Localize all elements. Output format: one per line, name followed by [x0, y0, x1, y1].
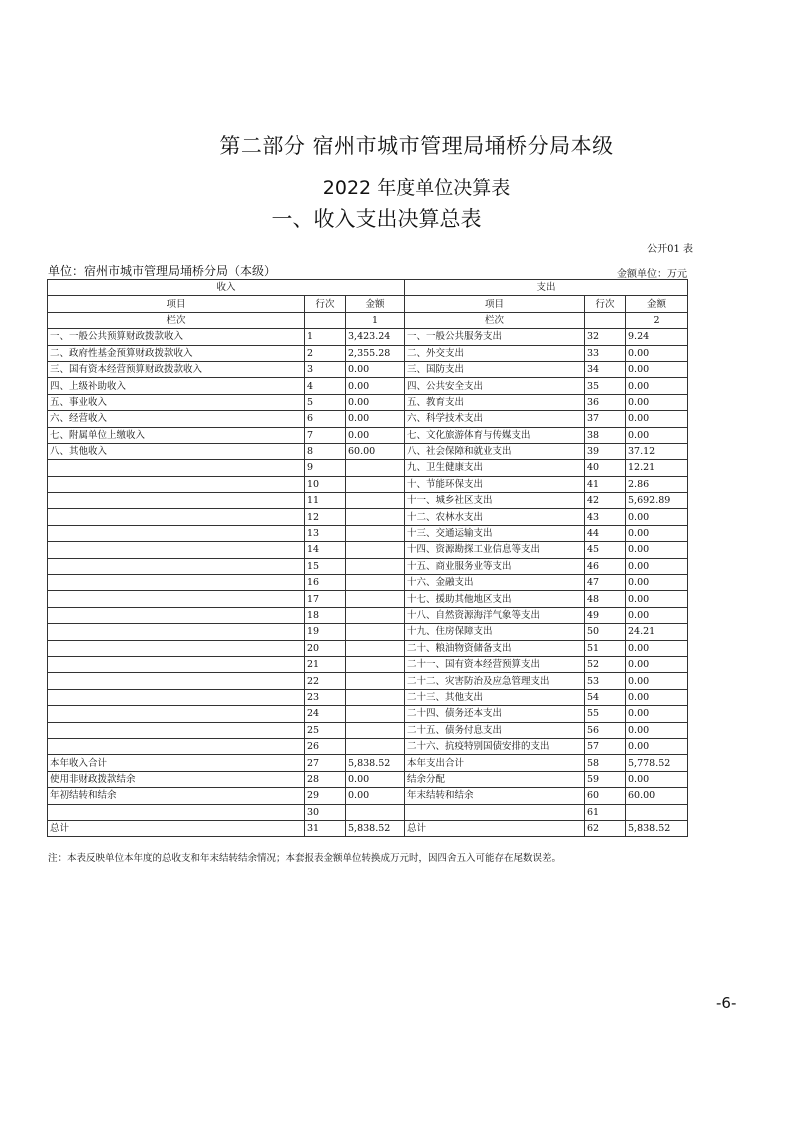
header-row-column-index [48, 312, 688, 328]
expense-amount-cell: 5,778.52 [626, 755, 688, 771]
income-amount-cell [346, 525, 405, 541]
income-row-no-cell: 20 [305, 640, 346, 656]
table-row [48, 476, 688, 492]
expense-row-no-cell: 32 [585, 329, 626, 345]
expense-item-cell: 十五、商业服务业等支出 [405, 558, 585, 574]
expense-row-no-cell: 59 [585, 771, 626, 787]
expense-item-cell: 八、社会保障和就业支出 [405, 443, 585, 459]
income-amount-cell [346, 689, 405, 705]
income-row-no-cell: 10 [305, 476, 346, 492]
income-amount-cell: 2,355.28 [346, 345, 405, 361]
expense-item-cell: 十三、交通运输支出 [405, 525, 585, 541]
income-amount-cell: 0.00 [346, 788, 405, 804]
income-amount-cell: 0.00 [346, 394, 405, 410]
income-row-no-cell: 25 [305, 722, 346, 738]
table-row [48, 361, 688, 377]
expense-item-header: 项目 [405, 296, 585, 312]
income-row-no-cell: 23 [305, 689, 346, 705]
page-number: -6- [716, 994, 737, 1012]
expense-row-no-cell: 36 [585, 394, 626, 410]
income-column-blank [305, 312, 346, 328]
income-amount-cell [346, 804, 405, 820]
expense-column-number: 2 [626, 312, 688, 328]
expense-amount-cell: 0.00 [626, 361, 688, 377]
expense-item-cell: 十四、资源勘探工业信息等支出 [405, 542, 585, 558]
expense-item-cell: 一、一般公共服务支出 [405, 329, 585, 345]
income-item-cell [48, 493, 305, 509]
expense-column-label: 栏次 [405, 312, 585, 328]
expense-row-no-cell: 46 [585, 558, 626, 574]
expense-item-cell: 二十四、债务还本支出 [405, 706, 585, 722]
expense-amount-cell: 9.24 [626, 329, 688, 345]
expense-amount-cell: 0.00 [626, 427, 688, 443]
table-row [48, 427, 688, 443]
income-amount-cell: 0.00 [346, 771, 405, 787]
table-row [48, 329, 688, 345]
footnote: 注：本表反映单位本年度的总收支和年末结转结余情况；本套报表金额单位转换成万元时，因四舍五入可能存在尾数误差。 [48, 853, 562, 864]
table-row [48, 607, 688, 623]
table-row [48, 706, 688, 722]
expense-row-no-cell: 43 [585, 509, 626, 525]
expense-amount-cell: 24.21 [626, 624, 688, 640]
expense-row-no-cell: 54 [585, 689, 626, 705]
table-row [48, 493, 688, 509]
income-item-cell: 五、事业收入 [48, 394, 305, 410]
income-row-no-cell: 8 [305, 443, 346, 459]
expense-row-no-cell: 50 [585, 624, 626, 640]
table-row [48, 804, 688, 820]
header-row-section [48, 280, 688, 296]
income-header: 收入 [48, 280, 405, 296]
expense-amount-cell: 5,692.89 [626, 493, 688, 509]
expense-amount-cell [626, 804, 688, 820]
expense-row-no-cell: 55 [585, 706, 626, 722]
expense-item-cell: 二十一、国有资本经营预算支出 [405, 656, 585, 672]
income-item-cell: 一、一般公共预算财政拨款收入 [48, 329, 305, 345]
table-row [48, 788, 688, 804]
expense-row-no-cell: 62 [585, 820, 626, 836]
income-amount-cell [346, 509, 405, 525]
income-amount-cell: 0.00 [346, 427, 405, 443]
income-row-no-cell: 4 [305, 378, 346, 394]
expense-row-no-cell: 34 [585, 361, 626, 377]
expense-header: 支出 [405, 280, 688, 296]
income-row-no-cell: 12 [305, 509, 346, 525]
expense-amount-cell: 0.00 [626, 738, 688, 754]
income-item-cell [48, 624, 305, 640]
income-amount-cell: 60.00 [346, 443, 405, 459]
form-code: 公开01 表 [647, 244, 693, 255]
table-row [48, 542, 688, 558]
income-row-no-cell: 16 [305, 575, 346, 591]
expense-item-cell: 十六、金融支出 [405, 575, 585, 591]
income-item-cell [48, 542, 305, 558]
income-amount-cell [346, 476, 405, 492]
expense-amount-cell: 5,838.52 [626, 820, 688, 836]
income-amount-cell [346, 460, 405, 476]
income-row-no-cell: 14 [305, 542, 346, 558]
income-amount-cell [346, 542, 405, 558]
expense-item-cell: 二十三、其他支出 [405, 689, 585, 705]
income-item-cell: 本年收入合计 [48, 755, 305, 771]
expense-item-cell: 十一、城乡社区支出 [405, 493, 585, 509]
expense-row-no-cell: 41 [585, 476, 626, 492]
income-row-no-cell: 9 [305, 460, 346, 476]
expense-amount-cell: 0.00 [626, 771, 688, 787]
table-row [48, 525, 688, 541]
income-row-no-cell: 27 [305, 755, 346, 771]
expense-row-no-cell: 52 [585, 656, 626, 672]
income-item-cell [48, 673, 305, 689]
expense-item-cell: 本年支出合计 [405, 755, 585, 771]
expense-item-cell: 十二、农林水支出 [405, 509, 585, 525]
income-amount-cell: 3,423.24 [346, 329, 405, 345]
table-title: 一、收入支出决算总表 [271, 207, 482, 231]
expense-item-cell: 二、外交支出 [405, 345, 585, 361]
table-row [48, 755, 688, 771]
expense-item-cell: 七、文化旅游体育与传媒支出 [405, 427, 585, 443]
table-row [48, 575, 688, 591]
income-row-no-cell: 26 [305, 738, 346, 754]
expense-item-cell [405, 804, 585, 820]
income-item-cell: 七、附属单位上缴收入 [48, 427, 305, 443]
expense-amount-cell: 0.00 [626, 378, 688, 394]
table-row [48, 411, 688, 427]
income-item-cell [48, 460, 305, 476]
income-amount-cell [346, 575, 405, 591]
expense-amount-cell: 0.00 [626, 640, 688, 656]
expense-row-no-cell: 49 [585, 607, 626, 623]
income-row-no-cell: 30 [305, 804, 346, 820]
expense-item-cell: 五、教育支出 [405, 394, 585, 410]
expense-amount-cell: 0.00 [626, 575, 688, 591]
income-row-no-cell: 3 [305, 361, 346, 377]
table-row [48, 673, 688, 689]
expense-amount-cell: 0.00 [626, 411, 688, 427]
expense-row-no-cell: 45 [585, 542, 626, 558]
expense-row-no-cell: 38 [585, 427, 626, 443]
income-row-no-cell: 5 [305, 394, 346, 410]
income-amount-cell: 0.00 [346, 378, 405, 394]
document-subtitle: 2022 年度单位决算表 [322, 177, 511, 199]
income-amount-cell: 5,838.52 [346, 755, 405, 771]
table-row [48, 378, 688, 394]
income-column-label: 栏次 [48, 312, 305, 328]
table-row [48, 624, 688, 640]
expense-amount-cell: 0.00 [626, 722, 688, 738]
income-row-no-cell: 2 [305, 345, 346, 361]
expense-item-cell: 结余分配 [405, 771, 585, 787]
expense-amount-cell: 0.00 [626, 394, 688, 410]
income-expense-table [47, 279, 688, 837]
income-row-no-cell: 6 [305, 411, 346, 427]
income-item-cell: 四、上级补助收入 [48, 378, 305, 394]
expense-item-cell: 总计 [405, 820, 585, 836]
income-amount-cell [346, 738, 405, 754]
income-item-cell [48, 476, 305, 492]
income-item-header: 项目 [48, 296, 305, 312]
expense-row-no-cell: 60 [585, 788, 626, 804]
table-row [48, 558, 688, 574]
income-amount-cell [346, 706, 405, 722]
expense-row-no-header: 行次 [585, 296, 626, 312]
income-row-no-cell: 22 [305, 673, 346, 689]
table-row [48, 591, 688, 607]
expense-amount-cell: 0.00 [626, 591, 688, 607]
expense-item-cell: 三、国防支出 [405, 361, 585, 377]
income-row-no-cell: 31 [305, 820, 346, 836]
income-row-no-cell: 29 [305, 788, 346, 804]
expense-item-cell: 二十六、抗疫特别国债安排的支出 [405, 738, 585, 754]
document-title: 第二部分 宿州市城市管理局埇桥分局本级 [219, 134, 614, 158]
expense-amount-cell: 0.00 [626, 345, 688, 361]
income-item-cell [48, 804, 305, 820]
expense-row-no-cell: 58 [585, 755, 626, 771]
income-column-number: 1 [346, 312, 405, 328]
income-item-cell: 总计 [48, 820, 305, 836]
expense-amount-cell: 0.00 [626, 525, 688, 541]
expense-row-no-cell: 51 [585, 640, 626, 656]
income-row-no-cell: 15 [305, 558, 346, 574]
income-amount-cell [346, 591, 405, 607]
table-body [48, 329, 688, 837]
income-amount-cell [346, 722, 405, 738]
income-item-cell [48, 738, 305, 754]
income-row-no-cell: 13 [305, 525, 346, 541]
expense-item-cell: 六、科学技术支出 [405, 411, 585, 427]
income-amount-header: 金额 [346, 296, 405, 312]
expense-row-no-cell: 35 [585, 378, 626, 394]
expense-amount-cell: 0.00 [626, 673, 688, 689]
income-amount-cell [346, 673, 405, 689]
expense-amount-cell: 0.00 [626, 656, 688, 672]
income-row-no-cell: 11 [305, 493, 346, 509]
table-row [48, 738, 688, 754]
expense-amount-cell: 2.86 [626, 476, 688, 492]
expense-row-no-cell: 61 [585, 804, 626, 820]
income-row-no-cell: 28 [305, 771, 346, 787]
unit-label: 单位：宿州市城市管理局埇桥分局（本级） [48, 264, 277, 278]
expense-row-no-cell: 53 [585, 673, 626, 689]
income-amount-cell: 0.00 [346, 361, 405, 377]
table-row [48, 722, 688, 738]
income-row-no-cell: 17 [305, 591, 346, 607]
expense-amount-cell: 0.00 [626, 706, 688, 722]
income-item-cell [48, 525, 305, 541]
expense-item-cell: 十、节能环保支出 [405, 476, 585, 492]
income-item-cell: 年初结转和结余 [48, 788, 305, 804]
income-amount-cell: 0.00 [346, 411, 405, 427]
table-row [48, 443, 688, 459]
expense-row-no-cell: 39 [585, 443, 626, 459]
table-row [48, 771, 688, 787]
money-unit-label: 金额单位：万元 [617, 269, 687, 280]
income-row-no-header: 行次 [305, 296, 346, 312]
table-row [48, 689, 688, 705]
income-item-cell [48, 689, 305, 705]
income-item-cell: 使用非财政拨款结余 [48, 771, 305, 787]
expense-item-cell: 十九、住房保障支出 [405, 624, 585, 640]
expense-item-cell: 十八、自然资源海洋气象等支出 [405, 607, 585, 623]
income-amount-cell [346, 656, 405, 672]
income-amount-cell [346, 493, 405, 509]
table-row [48, 509, 688, 525]
expense-item-cell: 二十二、灾害防治及应急管理支出 [405, 673, 585, 689]
expense-row-no-cell: 33 [585, 345, 626, 361]
header-row-columns [48, 296, 688, 312]
expense-amount-cell: 37.12 [626, 443, 688, 459]
expense-amount-cell: 0.00 [626, 689, 688, 705]
expense-amount-cell: 0.00 [626, 607, 688, 623]
income-item-cell [48, 722, 305, 738]
expense-row-no-cell: 40 [585, 460, 626, 476]
income-row-no-cell: 1 [305, 329, 346, 345]
expense-column-blank [585, 312, 626, 328]
income-row-no-cell: 24 [305, 706, 346, 722]
income-row-no-cell: 7 [305, 427, 346, 443]
income-item-cell [48, 656, 305, 672]
expense-item-cell: 九、卫生健康支出 [405, 460, 585, 476]
income-row-no-cell: 21 [305, 656, 346, 672]
expense-row-no-cell: 47 [585, 575, 626, 591]
expense-item-cell: 二十五、债务付息支出 [405, 722, 585, 738]
expense-row-no-cell: 57 [585, 738, 626, 754]
table-row [48, 394, 688, 410]
expense-item-cell: 年末结转和结余 [405, 788, 585, 804]
expense-amount-cell: 0.00 [626, 558, 688, 574]
income-amount-cell [346, 607, 405, 623]
income-item-cell: 三、国有资本经营预算财政拨款收入 [48, 361, 305, 377]
expense-item-cell: 四、公共安全支出 [405, 378, 585, 394]
income-item-cell [48, 706, 305, 722]
expense-row-no-cell: 37 [585, 411, 626, 427]
expense-amount-cell: 60.00 [626, 788, 688, 804]
expense-amount-cell: 0.00 [626, 542, 688, 558]
table-row [48, 640, 688, 656]
income-item-cell [48, 640, 305, 656]
income-item-cell: 六、经营收入 [48, 411, 305, 427]
income-row-no-cell: 19 [305, 624, 346, 640]
income-item-cell: 二、政府性基金预算财政拨款收入 [48, 345, 305, 361]
table-row [48, 345, 688, 361]
expense-row-no-cell: 42 [585, 493, 626, 509]
income-item-cell [48, 558, 305, 574]
table-row [48, 460, 688, 476]
income-item-cell: 八、其他收入 [48, 443, 305, 459]
expense-amount-cell: 0.00 [626, 509, 688, 525]
income-amount-cell [346, 640, 405, 656]
table-row [48, 820, 688, 836]
income-amount-cell [346, 558, 405, 574]
income-item-cell [48, 607, 305, 623]
income-amount-cell: 5,838.52 [346, 820, 405, 836]
income-row-no-cell: 18 [305, 607, 346, 623]
expense-item-cell: 十七、援助其他地区支出 [405, 591, 585, 607]
income-amount-cell [346, 624, 405, 640]
expense-row-no-cell: 44 [585, 525, 626, 541]
expense-item-cell: 二十、粮油物资储备支出 [405, 640, 585, 656]
income-item-cell [48, 575, 305, 591]
table-row [48, 656, 688, 672]
expense-row-no-cell: 48 [585, 591, 626, 607]
expense-row-no-cell: 56 [585, 722, 626, 738]
expense-amount-header: 金额 [626, 296, 688, 312]
expense-amount-cell: 12.21 [626, 460, 688, 476]
income-item-cell [48, 591, 305, 607]
income-item-cell [48, 509, 305, 525]
